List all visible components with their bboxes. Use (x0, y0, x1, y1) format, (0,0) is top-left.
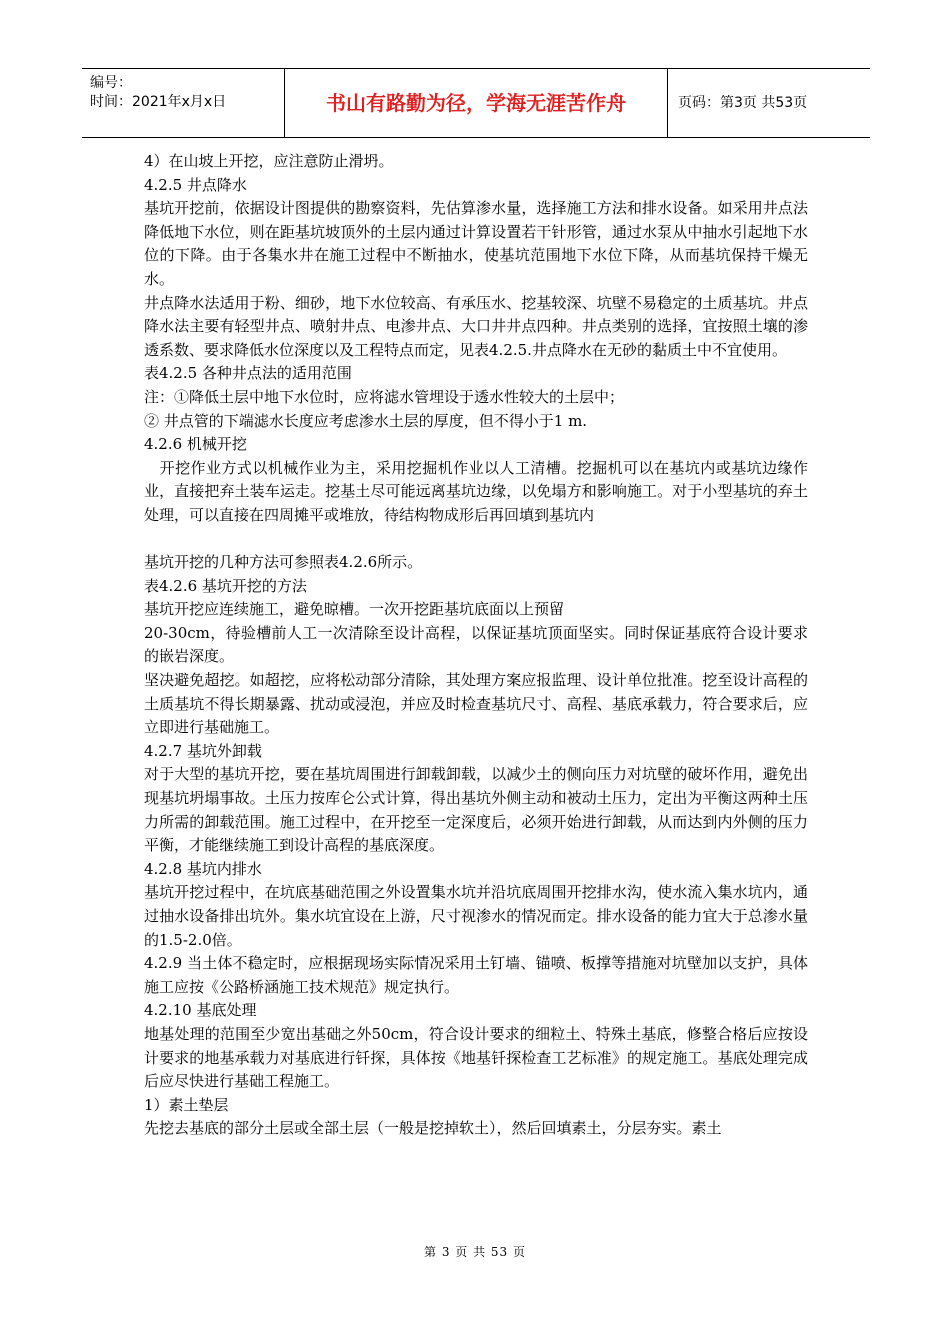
header-meta (82, 69, 285, 137)
header-page-number: 页码：第3页 共53页 (678, 95, 808, 111)
document-number-label: 编号： (90, 75, 132, 91)
page-header (82, 68, 870, 138)
section-heading: 4.2.10 基底处理 (144, 1001, 257, 1020)
paragraph: 井点降水法适用于粉、细砂，地下水位较高、有承压水、挖基较深、坑壁不易稳定的土质基坑。井点降水法主要有轻型井点、喷射井点、电渗井点、大口井井点四种。井点类别的选择，宜按照土壤的渗透系数、要求降低水位深度以及工程特点而定，见表4.2.5.井点降水在无砂的黏质土中不宜使用。 (144, 293, 808, 359)
paragraph: 4）在山坡上开挖，应注意防止滑坍。 (144, 152, 394, 170)
section-heading: 4.2.8 基坑内排水 (144, 859, 262, 878)
paragraph: 4.2.9 当土体不稳定时，应根据现场实际情况采用土钉墙、锚喷、板撑等措施对坑壁加以支护，具体施工应按《公路桥涵施工技术规范》规定执行。 (144, 954, 808, 996)
note: ② 井点管的下端滤水长度应考虑渗水土层的厚度，但不得小于1 m. (144, 411, 588, 430)
paragraph: 地基处理的范围至少宽出基础之外50cm，符合设计要求的细粒土、特殊土基底，修整合格后应按设计要求的地基承载力对基底进行钎探，具体按《地基钎探检查工艺标准》的规定施工。基底处理完成后应尽快进行基础工程施工。 (144, 1024, 808, 1091)
section-heading: 4.2.7 基坑外卸载 (144, 741, 262, 760)
document-body (144, 150, 808, 1141)
document-time-label: 时间：2021年x月x日 (90, 94, 227, 110)
subsection-heading: 1）素土垫层 (144, 1095, 229, 1114)
header-motto: 书山有路勤为径，学海无涯苦作舟 (285, 69, 668, 137)
blank-line (144, 528, 808, 552)
note: 注：①降低土层中地下水位时，应将滤水管埋设于透水性较大的土层中； (144, 387, 625, 406)
section-heading: 4.2.6 机械开挖 (144, 435, 247, 454)
paragraph: 基坑开挖前，依据设计图提供的勘察资料，先估算渗水量，选择施工方法和排水设备。如采用井点法降低地下水位，则在距基坑坡顶外的土层内通过计算设置若干针形管，通过水泵从中抽水引起地下水位的下降。由于各集水井在施工过程中不断抽水，使基坑范围地下水位下降，从而基坑保持干燥无水。 (144, 199, 808, 288)
paragraph: 基坑开挖的几种方法可参照表4.2.6所示。 (144, 553, 423, 572)
table-caption: 表4.2.5 各种井点法的适用范围 (144, 364, 352, 383)
paragraph: 先挖去基底的部分土层或全部土层（一般是挖掉软土），然后回填素土，分层夯实。素土 (144, 1119, 722, 1138)
paragraph: 坚决避免超挖。如超挖，应将松动部分清除，其处理方案应报监理、设计单位批准。挖至设计高程的土质基坑不得长期暴露、扰动或浸泡，并应及时检查基坑尺寸、高程、基底承载力，符合要求后，应立即进行基础施工。 (144, 671, 808, 737)
paragraph: 基坑开挖过程中，在坑底基础范围之外设置集水坑并沿坑底周围开挖排水沟，使水流入集水坑内，通过抽水设备排出坑外。集水坑宜设在上游，尺寸视渗水的情况而定。排水设备的能力宜大于总渗水量的1.5-2.0倍。 (144, 883, 808, 949)
page-footer: 第 3 页 共 53 页 (424, 1245, 526, 1259)
section-heading: 4.2.5 井点降水 (144, 175, 247, 194)
paragraph: 20-30cm，待验槽前人工一次清除至设计高程，以保证基坑顶面坚实。同时保证基底符合设计要求的嵌岩深度。 (144, 623, 808, 666)
table-caption: 表4.2.6 基坑开挖的方法 (144, 576, 307, 595)
paragraph: 对于大型的基坑开挖，要在基坑周围进行卸载卸载，以减少土的侧向压力对坑壁的破坏作用，避免出现基坑坍塌事故。土压力按库仑公式计算，得出基坑外侧主动和被动土压力，定出为平衡这两种土压力所需的卸载范围。施工过程中，在开挖至一定深度后，必须开始进行卸载，从而达到内外侧的压力平衡，才能继续施工到设计高程的基底深度。 (144, 765, 808, 855)
paragraph: 基坑开挖应连续施工，避免晾槽。一次开挖距基坑底面以上预留 (144, 600, 565, 619)
paragraph: 开挖作业方式以机械作业为主，采用挖掘机作业以人工清槽。挖掘机可以在基坑内或基坑边缘作业，直接把弃土装车运走。挖基土尽可能远离基坑边缘，以免塌方和影响施工。对于小型基坑的弃土处理，可以直接在四周摊平或堆放，待结构物成形后再回填到基坑内 (144, 458, 808, 524)
